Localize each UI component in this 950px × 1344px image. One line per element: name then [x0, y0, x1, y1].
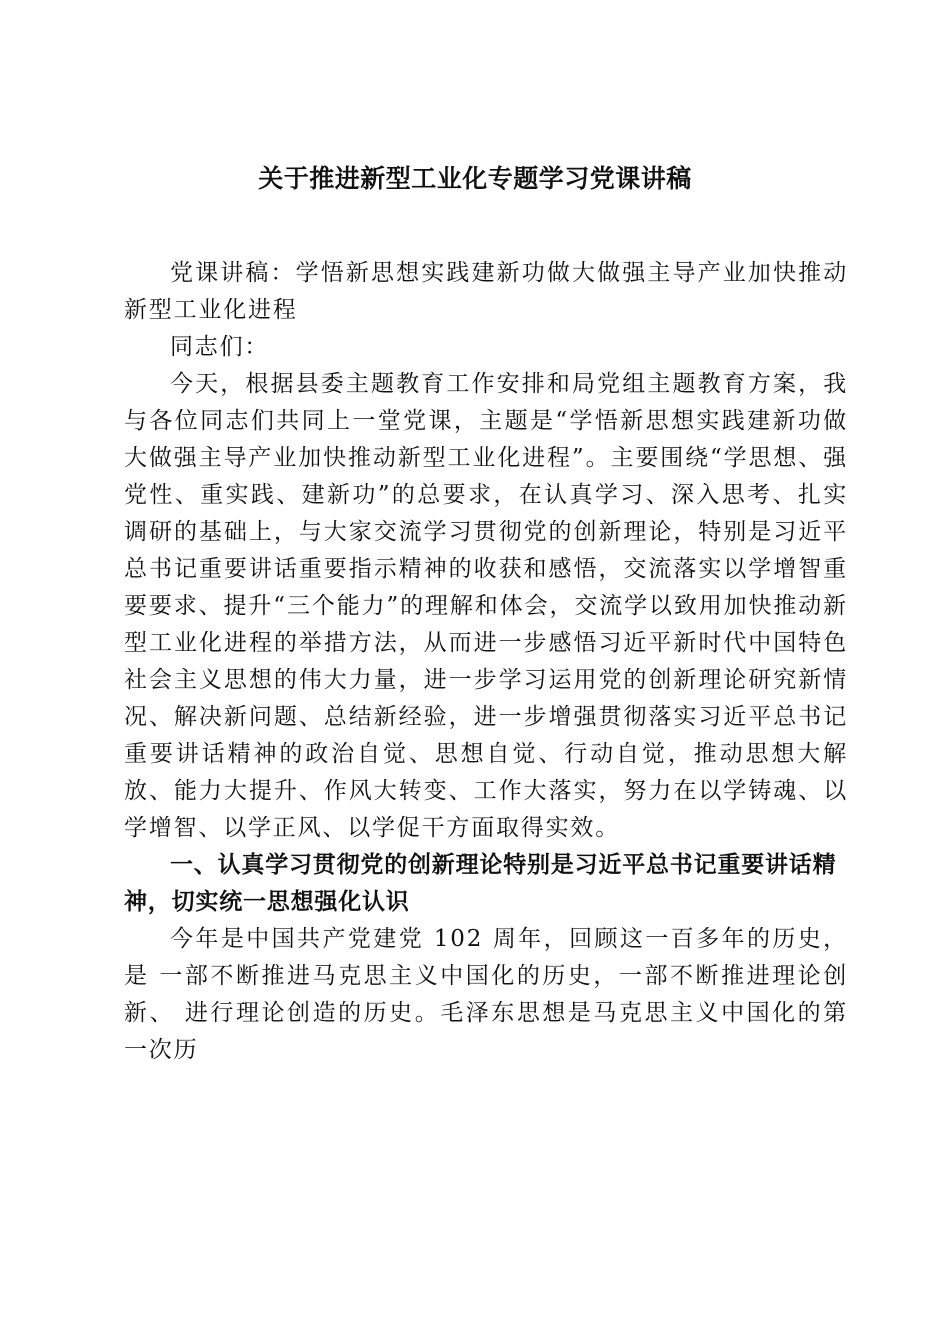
- intro-paragraph: 今天，根据县委主题教育工作安排和局党组主题教育方案，我与各位同志们共同上一堂党课，主题是“学悟新思想实践建新功做大做强主导产业加快推动新型工业化进程”。主要围绕“学思想、强党性、重实践、建新功”的总要求，在认真学习、深入思考、扎实调研的基础上，与大家交流学习贯彻党的创新理论，特别是习近平总书记重要讲话重要指示精神的收获和感悟，交流落实以学增智重要要求、提升“三个能力”的理解和体会，交流学以致用加快推动新型工业化进程的举措方法，从而进一步感悟习近平新时代中国特色社会主义思想的伟大力量，进一步学习运用党的创新理论研究新情况、解决新问题、总结新经验，进一步增强贯彻落实习近平总书记重要讲话精神的政治自觉、思想自觉、行动自觉，推动思想大解放、能力大提升、作风大转变、工作大落实，努力在以学铸魂、以学增智、以学正风、以学促干方面取得实效。: [124, 371, 848, 841]
- salutation: 同志们：: [170, 334, 270, 360]
- subtitle-paragraph: 党课讲稿：学悟新思想实践建新功做大做强主导产业加快推动新型工业化进程: [124, 260, 848, 323]
- document-title: 关于推进新型工业化专题学习党课讲稿: [258, 164, 692, 193]
- section-1-paragraph: 今年是中国共产党建党 102 周年，回顾这一百多年的历史，是 一部不断推进马克思主义中国化的历史，一部不断推进理论创新、 进行理论创造的历史。毛泽东思想是马克思主义中国化的第一次历: [124, 926, 848, 1063]
- section-heading-1: 一、认真学习贯彻党的创新理论特别是习近平总书记重要讲话精神，切实统一思想强化认识: [124, 852, 837, 915]
- document-body: [124, 255, 848, 1069]
